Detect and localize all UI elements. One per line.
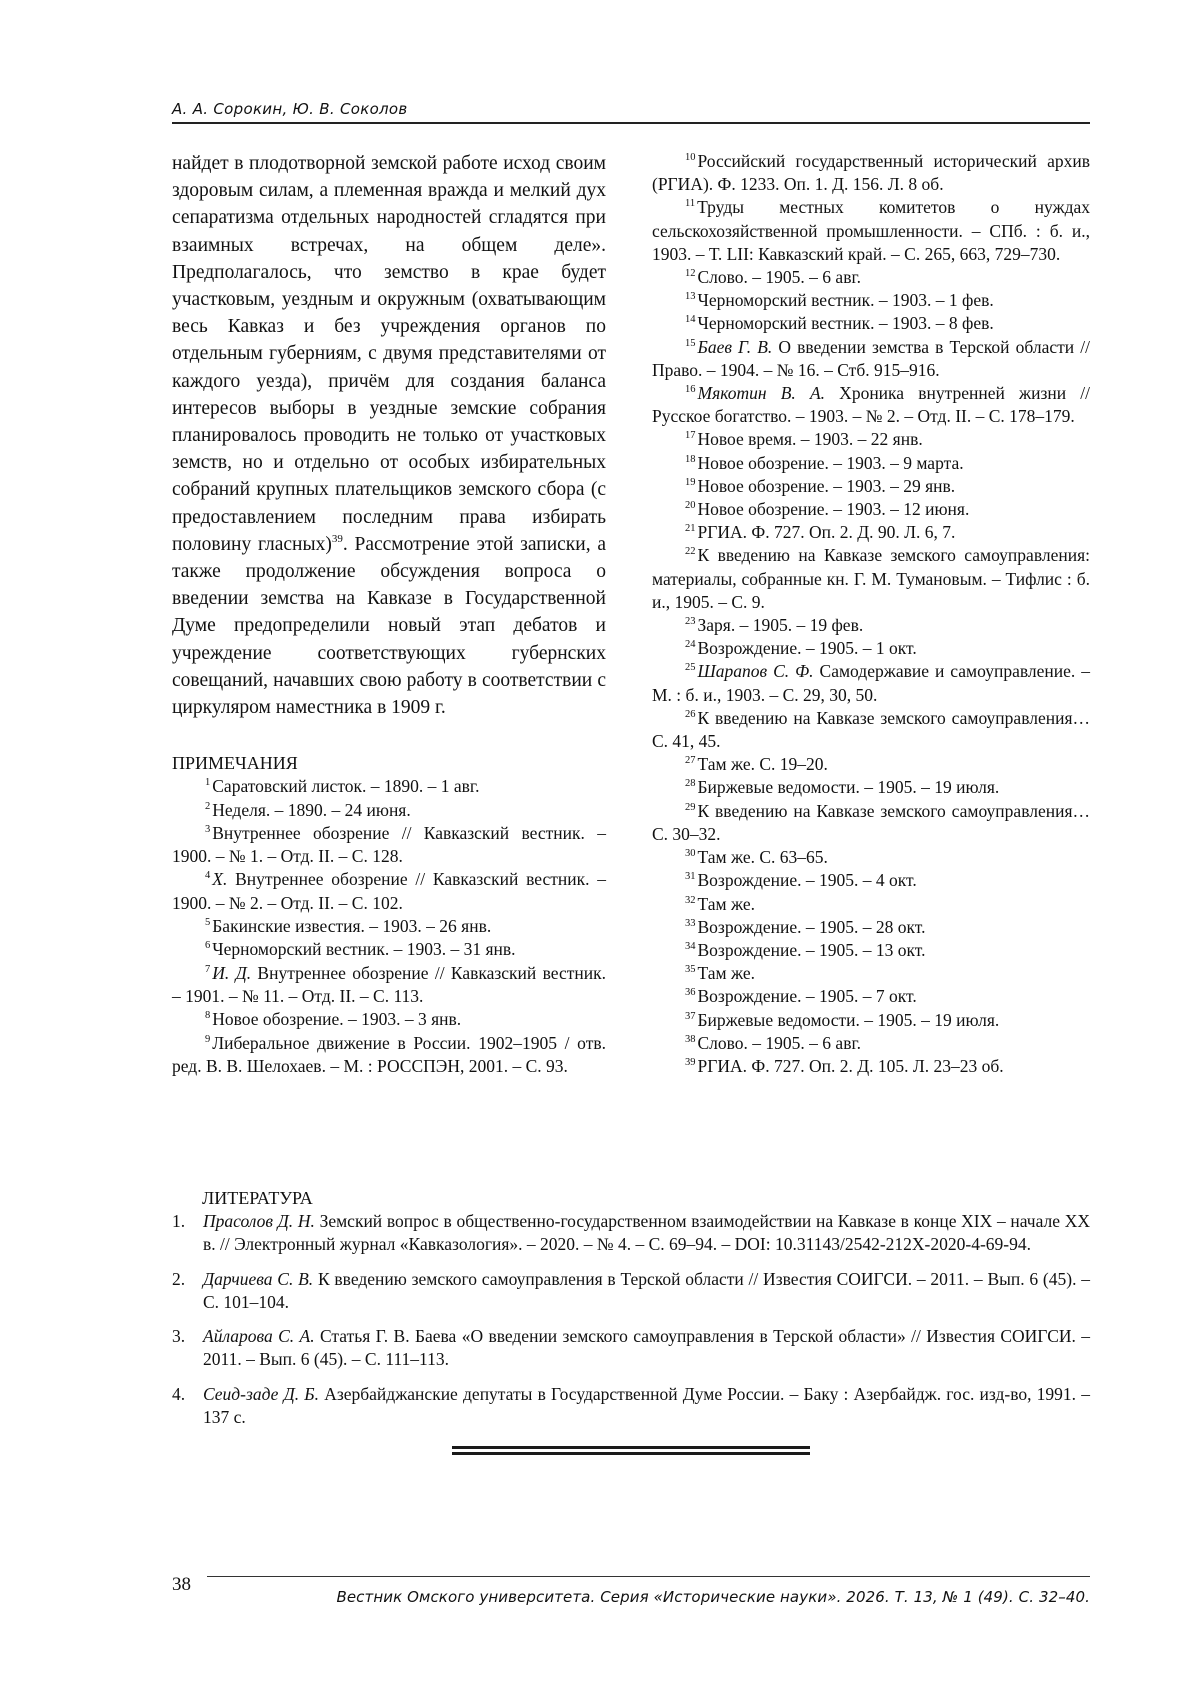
note-text: Возрождение. – 1905. – 4 окт. <box>697 870 917 891</box>
note-item <box>652 893 1090 916</box>
note-number: 38 <box>685 1033 696 1045</box>
note-number: 32 <box>685 894 696 906</box>
literature-list <box>172 1210 1090 1429</box>
note-item <box>652 916 1090 939</box>
notes-list-right <box>652 150 1090 1078</box>
note-item <box>652 475 1090 498</box>
note-text: Там же. <box>697 963 755 984</box>
note-number: 4 <box>205 870 211 882</box>
note-number: 1 <box>205 777 211 789</box>
note-number: 15 <box>685 337 696 349</box>
note-number: 11 <box>685 198 696 210</box>
note-item <box>652 753 1090 776</box>
note-text: Заря. – 1905. – 19 фев. <box>697 615 864 636</box>
note-text: Труды местных комитетов о нуждах сельскохозяйственной промышленности. – СПб. : б. и., 1903. – Т. LII: Кавказский край. – С. 265, 663, 729–730. <box>652 197 1090 264</box>
note-text: Биржевые ведомости. – 1905. – 19 июля. <box>697 1009 1000 1030</box>
body-text-part-1: найдет в плодотворной земской работе исход своим здоровым силам, а племенная вражда и мелкий дух сепаратизма отдельных народностей сгладятся при взаимных встречах, на общем деле». Предполагалось, что земство в крае будет участковым, уездным и окружным (охватывающим весь Кавказ и без учреждения органов по отдельным губерниям, с двумя представителями от каждого уезда), причём для создания баланса интересов выборы в уездные земские собрания планировалось проводить не только от участковых земств, но и отдельно от особых избирательных собраний крупных плательщиков земского сбора (с предоставлением последним права избирать половину гласных) <box>172 153 606 555</box>
note-number: 35 <box>685 964 696 976</box>
note-text: О введении земства в Терской области // Право. – 1904. – № 16. – Стб. 915–916. <box>652 336 1090 380</box>
running-head-authors: А. А. Сорокин, Ю. В. Соколов <box>172 100 1090 124</box>
note-text: Новое обозрение. – 1903. – 12 июня. <box>697 499 970 520</box>
note-number: 5 <box>205 917 211 929</box>
note-item <box>172 868 606 915</box>
note-item <box>652 1009 1090 1032</box>
note-number: 10 <box>685 152 696 163</box>
note-number: 21 <box>685 523 696 535</box>
literature-author: Айларова С. А. <box>203 1326 315 1347</box>
note-number: 33 <box>685 917 696 929</box>
literature-text: Статья Г. В. Баева «О введении земского самоуправления в Терской области» // Известия СОИГСИ. – 2011. – Вып. 6 (45). – С. 111–113. <box>203 1326 1090 1370</box>
notes-list-left <box>172 775 606 1078</box>
note-text: Черноморский вестник. – 1903. – 31 янв. <box>212 939 516 960</box>
note-number: 23 <box>685 616 696 628</box>
note-number: 6 <box>205 940 211 952</box>
note-item <box>652 962 1090 985</box>
note-item <box>652 382 1090 428</box>
note-item <box>172 822 606 869</box>
note-text: Самодержавие и самоуправление. – М. : б. и., 1903. – С. 29, 30, 50. <box>652 661 1090 705</box>
note-text: Внутреннее обозрение // Кавказский вестник. – 1900. – № 2. – Отд. II. – С. 102. <box>172 869 606 913</box>
note-author: И. Д. <box>212 962 252 983</box>
note-text: Там же. С. 19–20. <box>697 754 828 775</box>
literature-author: Сеид-заде Д. Б. <box>203 1383 319 1404</box>
note-item <box>172 962 606 1009</box>
note-number: 3 <box>205 823 211 835</box>
note-number: 27 <box>685 755 696 767</box>
note-number: 8 <box>205 1010 211 1022</box>
note-item <box>172 915 606 938</box>
literature-author: Дарчиева С. В. <box>203 1268 314 1289</box>
literature-item <box>172 1383 1090 1430</box>
note-text: Слово. – 1905. – 6 авг. <box>697 267 862 288</box>
literature-item <box>172 1210 1090 1257</box>
note-item <box>652 521 1090 544</box>
left-column <box>172 150 606 1078</box>
note-item <box>652 985 1090 1008</box>
note-item <box>652 1055 1090 1078</box>
note-text: Там же. <box>697 893 755 914</box>
note-item <box>652 707 1090 753</box>
note-number: 22 <box>685 546 696 558</box>
note-number: 26 <box>685 708 696 720</box>
note-item <box>172 1032 606 1079</box>
note-number: 14 <box>685 314 696 326</box>
note-number: 2 <box>205 800 211 812</box>
note-item <box>652 428 1090 451</box>
literature-text: Азербайджанские депутаты в Государственной Думе России. – Баку : Азербайдж. гос. изд-во, 1991. – 137 с. <box>203 1383 1091 1428</box>
note-text: Слово. – 1905. – 6 авг. <box>697 1032 862 1053</box>
note-text: Российский государственный исторический архив (РГИА). Ф. 1233. Оп. 1. Д. 156. Л. 8 об. <box>652 151 1090 195</box>
note-number: 25 <box>685 662 696 674</box>
note-number: 34 <box>685 940 696 952</box>
literature-number: 3. <box>172 1326 186 1347</box>
note-text: Бакинские известия. – 1903. – 26 янв. <box>212 916 492 937</box>
note-text: Новое обозрение. – 1903. – 9 марта. <box>697 452 964 473</box>
note-item <box>172 799 606 822</box>
note-number: 37 <box>685 1010 696 1022</box>
journal-citation: Вестник Омского университета. Серия «Исторические науки». 2026. Т. 13, № 1 (49). С. 32–40. <box>336 1588 1090 1606</box>
note-item <box>652 846 1090 869</box>
note-text: Внутреннее обозрение // Кавказский вестник. – 1901. – № 11. – Отд. II. – С. 113. <box>172 962 606 1006</box>
note-number: 13 <box>685 291 696 303</box>
note-item <box>652 800 1090 846</box>
note-text: Черноморский вестник. – 1903. – 8 фев. <box>697 313 994 334</box>
note-item <box>652 660 1090 706</box>
note-text: Саратовский листок. – 1890. – 1 авг. <box>212 776 480 797</box>
page-number: 38 <box>172 1574 191 1595</box>
footer-divider <box>207 1576 1090 1577</box>
note-text: Биржевые ведомости. – 1905. – 19 июля. <box>697 777 1000 798</box>
note-text: Новое обозрение. – 1903. – 29 янв. <box>697 475 956 496</box>
note-text: Хроника внутренней жизни // Русское богатство. – 1903. – № 2. – Отд. II. – С. 178–179. <box>652 383 1090 427</box>
literature-item <box>172 1325 1090 1372</box>
note-item <box>652 498 1090 521</box>
note-item <box>172 938 606 961</box>
note-item <box>652 939 1090 962</box>
note-item <box>652 869 1090 892</box>
note-item <box>652 312 1090 335</box>
note-text: Там же. С. 63–65. <box>697 847 828 868</box>
note-number: 29 <box>685 801 696 813</box>
note-author: Баев Г. В. <box>697 336 773 357</box>
note-text: Новое обозрение. – 1903. – 3 янв. <box>212 1009 462 1030</box>
literature-heading: ЛИТЕРАТУРА <box>202 1188 313 1208</box>
literature-number: 2. <box>172 1268 186 1289</box>
body-paragraph <box>172 150 606 721</box>
note-item <box>652 1032 1090 1055</box>
note-text: РГИА. Ф. 727. Оп. 2. Д. 90. Л. 6, 7. <box>697 522 956 543</box>
end-of-article-rule <box>452 1446 810 1455</box>
footnote-ref[interactable]: 39 <box>331 532 343 545</box>
literature-author: Прасолов Д. Н. <box>203 1211 315 1231</box>
note-number: 16 <box>685 384 696 396</box>
notes-heading: ПРИМЕЧАНИЯ <box>172 753 298 774</box>
note-text: Новое время. – 1903. – 22 янв. <box>697 429 923 450</box>
note-text: Возрождение. – 1905. – 13 окт. <box>697 939 926 960</box>
note-number: 17 <box>685 430 696 442</box>
literature-text: К введению земского самоуправления в Терской области // Известия СОИГСИ. – 2011. – Вып. 6 (45). – С. 101–104. <box>203 1268 1090 1312</box>
note-text: Возрождение. – 1905. – 28 окт. <box>697 916 926 937</box>
note-text: РГИА. Ф. 727. Оп. 2. Д. 105. Л. 23–23 об. <box>697 1055 1004 1076</box>
note-author: Шарапов С. Ф. <box>697 661 814 682</box>
note-number: 28 <box>685 778 696 790</box>
note-number: 12 <box>685 268 696 280</box>
note-text: К введению на Кавказе земского самоуправления… С. 41, 45. <box>652 707 1090 752</box>
note-item <box>652 196 1090 266</box>
note-item <box>652 150 1090 196</box>
note-number: 19 <box>685 476 696 488</box>
body-text-part-2: . Рассмотрение этой записки, а также продолжение обсуждения вопроса о введении земства на Кавказе в Государственной Думе предопределили новый этап дебатов и учреждение соответствующих губернских совещаний, начавших свою работу в соответствии с циркуляром наместника в 1909 г. <box>172 533 606 719</box>
literature-number: 4. <box>172 1383 186 1404</box>
note-text: К введению на Кавказе земского самоуправления… С. 30–32. <box>652 800 1090 844</box>
note-number: 31 <box>685 871 696 883</box>
note-number: 36 <box>685 987 696 999</box>
note-number: 24 <box>685 639 696 651</box>
note-number: 18 <box>685 453 696 465</box>
note-item <box>172 775 606 798</box>
note-item <box>652 614 1090 637</box>
literature-text: Земский вопрос в общественно-государственном взаимодействии на Кавказе в конце XIX – начале XX в. // Электронный журнал «Кавказология». – 2020. – № 4. – С. 69–94. – DOI: 10.31143/2542-212X-2020-4-69-94. <box>203 1211 1090 1255</box>
note-number: 20 <box>685 500 696 512</box>
note-item <box>652 266 1090 289</box>
note-text: Либеральное движение в России. 1902–1905 / отв. ред. В. В. Шелохаев. – М. : РОССПЭН, 2001. – С. 93. <box>172 1032 606 1076</box>
literature-item <box>172 1268 1090 1315</box>
note-text: Возрождение. – 1905. – 1 окт. <box>697 638 917 659</box>
note-item <box>652 776 1090 799</box>
note-number: 30 <box>685 848 696 860</box>
note-author: Х. <box>212 869 228 890</box>
note-text: Черноморский вестник. – 1903. – 1 фев. <box>697 290 994 311</box>
right-column <box>652 150 1090 1078</box>
note-text: К введению на Кавказе земского самоуправления: материалы, собранные кн. Г. М. Тумановым. – Тифлис : б. и., 1905. – С. 9. <box>652 545 1090 612</box>
note-text: Неделя. – 1890. – 24 июня. <box>212 799 411 820</box>
note-item <box>652 452 1090 475</box>
note-item <box>172 1008 606 1031</box>
note-item <box>652 544 1090 614</box>
note-item <box>652 289 1090 312</box>
literature-section <box>172 1187 1090 1440</box>
note-author: Мякотин В. А. <box>697 383 826 404</box>
literature-number: 1. <box>172 1211 186 1231</box>
note-number: 9 <box>205 1033 211 1045</box>
note-number: 7 <box>205 963 211 975</box>
note-text: Внутреннее обозрение // Кавказский вестник. – 1900. – № 1. – Отд. II. – С. 128. <box>172 822 606 867</box>
note-number: 39 <box>685 1056 696 1068</box>
note-text: Возрождение. – 1905. – 7 окт. <box>697 986 917 1007</box>
note-item <box>652 336 1090 382</box>
note-item <box>652 637 1090 660</box>
